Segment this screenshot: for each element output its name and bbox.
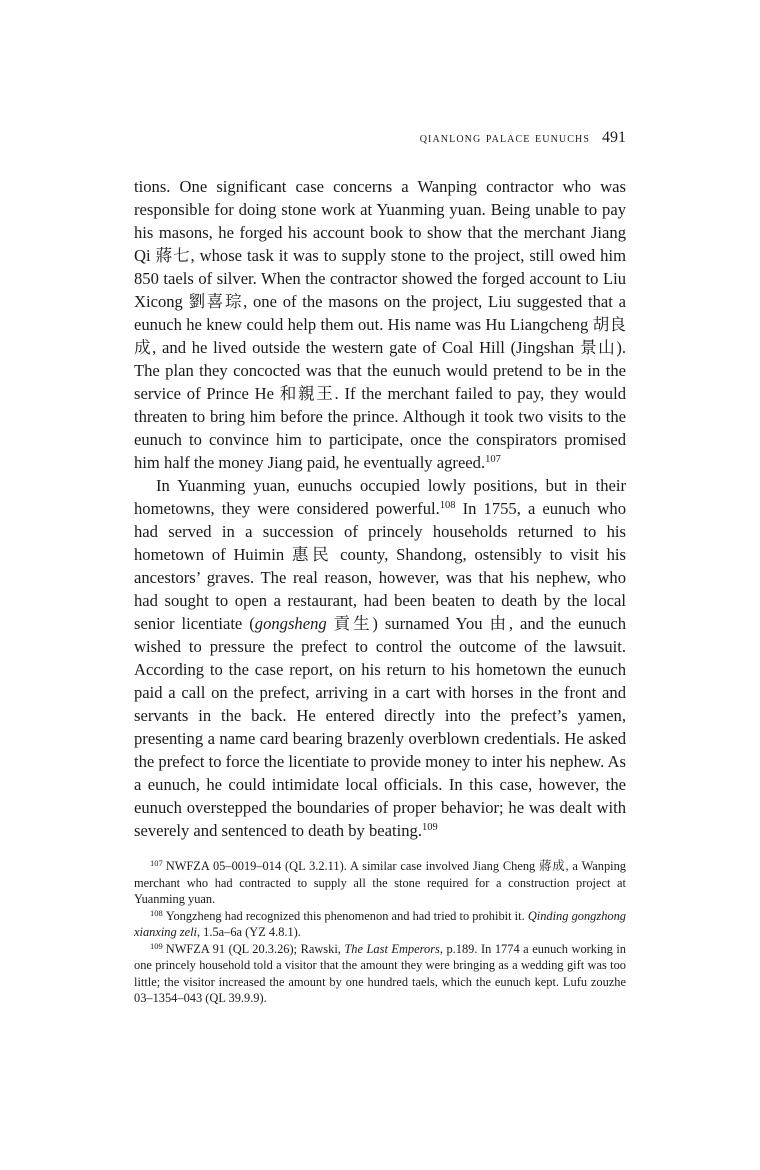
- paragraph-2-text-c: 貢生) surnamed You 由, and the eunuch wished to pressure the prefect to control the outcome of the lawsuit. According to the case report, on his return to his hometown the eunuch paid a call on the prefect, arriving in a cart with horses in the front and servants in the back. He entered directly into the prefect’s yamen, presenting a name card bearing brazenly overblown credentials. He asked the prefect to force the licentiate to provide money to inter his nephew. As a eunuch, he could intimidate local officials. In this case, however, the eunuch overstepped the boundaries of proper behavior; he was dealt with severely and sentenced to death by beating.: [134, 614, 626, 840]
- note-ref-107[interactable]: 107: [485, 454, 501, 465]
- footnote-108-number: 108: [150, 907, 163, 918]
- footnote-109-text-b: , p.189. In 1774 a eunuch working in one princely household told a visitor that the amount they were bringing as a wedding gift was too little; the visitor increased the amount by one hundred taels, which the eunuch kept. Lufu zouzhe 03–1354–043 (QL 39.9.9).: [134, 941, 627, 1005]
- footnote-107-number: 107: [150, 858, 163, 868]
- footnote-108-text-b: , 1.5a–6a (YZ 4.8.1).: [196, 925, 301, 939]
- note-ref-108[interactable]: 108: [439, 500, 456, 511]
- running-head: [420, 128, 626, 149]
- footnote-109-text-a: NWFZA 91 (QL 20.3.26); Rawski,: [165, 941, 345, 956]
- page-number: 491: [602, 129, 626, 146]
- footnote-109-title: The Last Emperors: [344, 941, 440, 956]
- running-title: qianlong palace eunuchs: [419, 131, 590, 146]
- paragraph-2: [134, 474, 626, 842]
- footnote-107: [134, 858, 626, 908]
- footnote-108: [134, 908, 626, 941]
- footnote-108-text-a: Yongzheng had recognized this phenomenon and had tried to prohibit it.: [165, 908, 528, 923]
- footnote-109-number: 109: [150, 940, 163, 951]
- footnote-109: [134, 941, 626, 1007]
- paragraph-1: [134, 175, 626, 474]
- footnote-108-title: Qinding gongzhong xianxing zeli: [134, 908, 626, 939]
- footnotes: [134, 858, 626, 1007]
- main-text: [134, 175, 626, 842]
- paragraph-1-text: tions. One significant case concerns a Wanping contractor who was responsible for doing stone work at Yuanming yuan. Being unable to pay his masons, he forged his account book to show that the merchant Jiang Qi 蔣七, whose task it was to supply stone to the project, still owed him 850 taels of silver. When the contractor showed the forged account to Liu Xicong 劉喜琮, one of the masons on the project, Liu suggested that a eunuch he knew could help them out. His name was Hu Liangcheng 胡良成, and he lived outside the western gate of Coal Hill (Jingshan 景山). The plan they concocted was that the eunuch would pretend to be in the service of Prince He 和親王. If the merchant failed to pay, they would threaten to bring him before the prince. Although it took two visits to the eunuch to convince him to participate, once the conspirators promised him half the money Jiang paid, he eventually agreed.: [134, 177, 626, 472]
- term-gongsheng: gongsheng: [254, 614, 327, 633]
- paragraph-2-text-b: In 1755, a eunuch who had served in a succession of princely households returned to his hometown of Huimin 惠民 county, Shandong, ostensibly to visit his ancestors’ graves. The real reason, however, was that his nephew, who had sought to open a restaurant, had been beaten to death by the local senior licentiate (: [134, 499, 626, 633]
- paragraph-2-text-a: In Yuanming yuan, eunuchs occupied lowly positions, but in their hometowns, they were considered powerful.: [134, 476, 626, 518]
- note-ref-109[interactable]: 109: [421, 822, 438, 833]
- footnote-107-text: NWFZA 05–0019–014 (QL 3.2.11). A similar case involved Jiang Cheng 蔣成, a Wanping merchant who had contracted to supply all the stone required for a construction project at Yuanming yuan.: [134, 859, 626, 906]
